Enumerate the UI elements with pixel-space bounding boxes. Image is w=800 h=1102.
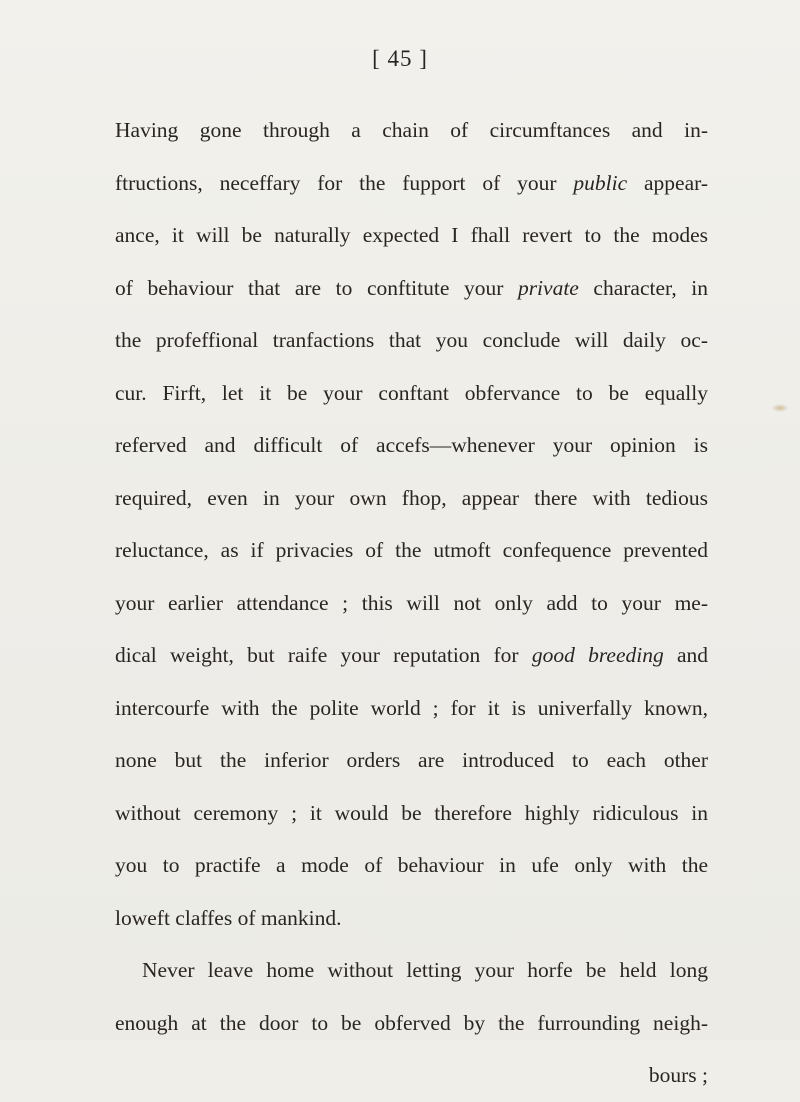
page-number: [ 45 ]: [372, 46, 428, 71]
text-line-17: Never leave home without letting your horfe be held long: [142, 958, 708, 982]
text-line-13: none but the inferior orders are introduced to each other: [115, 748, 708, 772]
text-line-2: ftructions, neceffary for the fupport of your public appear-: [115, 170, 708, 195]
text-line-14: without ceremony ; it would be therefore highly ridiculous in: [115, 800, 708, 825]
body-text: [115, 104, 708, 1102]
text-line-10: your earlier attendance ; this will not only add to your me-: [115, 590, 708, 615]
text-line-8: required, even in your own fhop, appear there with tedious: [115, 485, 708, 510]
text-line-4: of behaviour that are to conftitute your private character, in: [115, 275, 708, 300]
text-line-6: cur. Firft, let it be your conftant obfervance to be equally: [115, 380, 708, 405]
text-line-18: enough at the door to be obferved by the furrounding neigh-: [115, 1010, 708, 1035]
text-line-1: Having gone through a chain of circumftances and in-: [115, 118, 708, 142]
italic-phrase-good-breeding: good breeding: [531, 643, 664, 667]
text-line-11: dical weight, but raife your reputation for good breeding and: [115, 643, 708, 667]
italic-word-public: public: [573, 170, 628, 195]
text-line-12: intercourfe with the polite world ; for it is univerfally known,: [115, 695, 708, 720]
text-line-15: you to practife a mode of behaviour in ufe only with the: [115, 853, 708, 877]
text-line-7: referved and difficult of accefs—whenever your opinion is: [115, 433, 708, 457]
text-line-16: loweft claffes of mankind.: [115, 905, 342, 930]
catchword: bours ;: [648, 1063, 708, 1087]
paper-stain: [772, 404, 788, 412]
text-line-5: the profeffional tranfactions that you conclude will daily oc-: [115, 328, 708, 352]
text-line-3: ance, it will be naturally expected I fhall revert to the modes: [115, 223, 708, 247]
text-line-9: reluctance, as if privacies of the utmoft confequence prevented: [115, 538, 708, 562]
italic-word-private: private: [517, 275, 579, 300]
